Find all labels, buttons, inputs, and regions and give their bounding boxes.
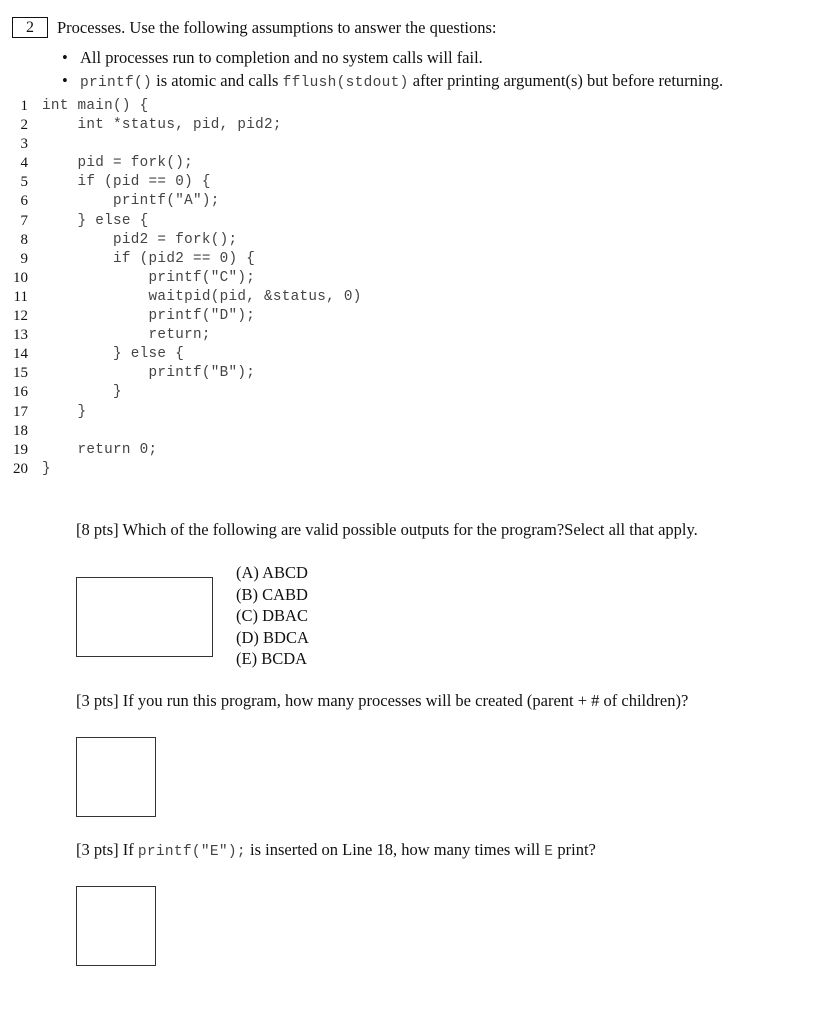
line-number: 19 — [13, 441, 28, 458]
part3-text: [3 pts] If — [76, 840, 138, 859]
option-d: (D) BDCA — [236, 627, 309, 647]
assumptions-list — [62, 46, 723, 92]
part3-text: is inserted on Line 18, how many times will — [245, 840, 545, 859]
line-number: 1 — [20, 98, 28, 114]
assumption-text: is atomic and calls — [152, 71, 283, 90]
assumption-item — [62, 69, 723, 92]
code-text: } else { — [42, 346, 185, 363]
answer-box-part3[interactable] — [76, 886, 156, 966]
code-text: } — [42, 403, 87, 420]
part3-prompt — [76, 840, 596, 860]
line-number: 4 — [20, 155, 28, 172]
line-number: 3 — [20, 136, 28, 153]
option-c: (C) DBAC — [236, 606, 308, 625]
line-number: 2 — [20, 117, 28, 134]
code-text: printf("D"); — [42, 308, 256, 325]
code-text: printf("C"); — [42, 269, 256, 286]
code-text: int *status, pid, pid2; — [42, 117, 282, 134]
code-text: if (pid == 0) { — [42, 174, 211, 191]
code-text: int main() { — [42, 98, 149, 114]
code-text: return; — [42, 327, 211, 344]
line-number: 9 — [20, 250, 28, 267]
line-number: 6 — [20, 193, 28, 210]
assumption-text: All processes run to completion and no system calls will fail. — [80, 48, 483, 67]
line-number: 14 — [13, 346, 28, 363]
line-number: 10 — [13, 269, 28, 286]
inline-code: E — [544, 844, 554, 860]
part2-prompt: [3 pts] If you run this program, how many processes will be created (parent + # of children)? — [76, 691, 689, 710]
line-number: 7 — [20, 212, 28, 229]
inline-code: fflush(stdout) — [282, 75, 409, 91]
answer-box-part2[interactable] — [76, 737, 156, 817]
part1-prompt: [8 pts] Which of the following are valid possible outputs for the program?Select all that apply. — [76, 520, 698, 539]
code-text: } — [42, 384, 122, 401]
code-text: pid = fork(); — [42, 155, 193, 172]
line-number: 13 — [13, 327, 28, 344]
answer-box-part1[interactable] — [76, 577, 213, 657]
option-e: (E) BCDA — [236, 649, 308, 668]
code-text: printf("B"); — [42, 365, 256, 382]
option-b: (B) CABD — [236, 584, 308, 604]
code-text: return 0; — [42, 441, 158, 458]
line-number: 11 — [13, 288, 28, 305]
line-number: 12 — [13, 308, 28, 325]
assumption-text: after printing argument(s) but before returning. — [408, 71, 724, 90]
part3-text: print? — [553, 840, 596, 859]
code-text: } else { — [42, 212, 149, 229]
code-text: } — [42, 460, 51, 477]
line-number: 17 — [13, 403, 28, 420]
option-a: (A) ABCD — [236, 563, 308, 582]
code-text: if (pid2 == 0) { — [42, 250, 256, 267]
code-text: waitpid(pid, &status, 0) — [42, 288, 362, 305]
line-number: 16 — [13, 384, 28, 401]
assumption-item — [62, 46, 723, 69]
question-title: Processes. Use the following assumptions to answer the questions: — [57, 18, 497, 37]
code-text: printf("A"); — [42, 193, 220, 210]
question-number: 2 — [12, 17, 48, 38]
line-number: 15 — [13, 365, 28, 382]
line-number: 18 — [13, 422, 28, 439]
code-text: pid2 = fork(); — [42, 231, 238, 248]
line-number: 20 — [13, 460, 28, 477]
line-number: 5 — [20, 174, 28, 191]
inline-code: printf("E"); — [137, 844, 246, 860]
line-number: 8 — [20, 231, 28, 248]
inline-code: printf() — [80, 75, 153, 91]
options-list — [236, 562, 309, 670]
